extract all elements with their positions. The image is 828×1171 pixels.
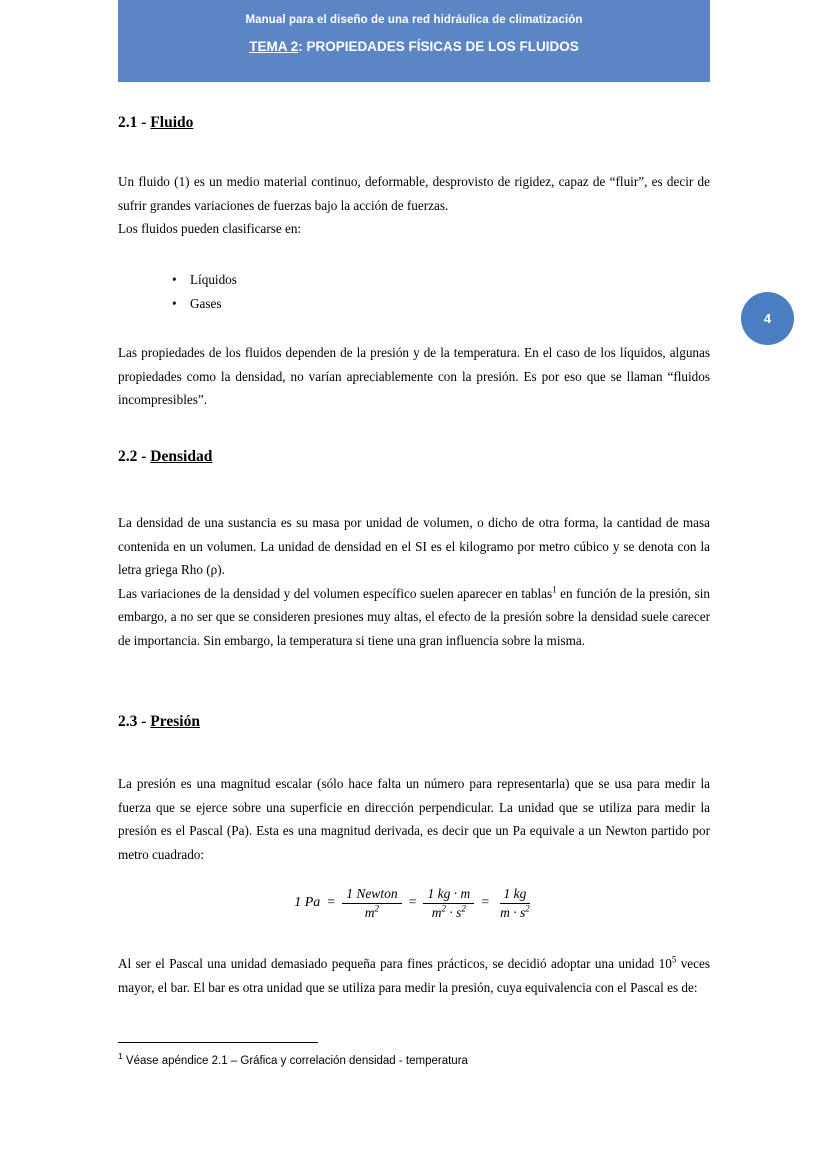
section-fluido xyxy=(118,113,710,133)
densidad-paragraph-2-a: Las variaciones de la densidad y del volumen específico suelen aparecer en tablas xyxy=(118,585,553,601)
fluido-paragraph-1-wrap xyxy=(118,170,710,241)
presion-paragraph-1: La presión es una magnitud escalar (sólo hace falta un número para representarla) que se usa para medir la fuerza que se ejerce sobre una superficie en dirección perpendicular. La unidad que se utiliza para medir la presión es el Pascal (Pa). Esta es una magnitud derivada, es decir que un Pa equivale a un Newton partido por metro cuadrado: xyxy=(118,776,710,862)
presion-paragraph-2-wrap xyxy=(118,952,710,999)
heading-presion-title: Presión xyxy=(150,713,200,730)
heading-fluido-number: 2.1 - xyxy=(118,114,151,131)
list-item: • Gases xyxy=(190,292,710,316)
footnote xyxy=(118,1053,710,1070)
presion-exponent: 5 xyxy=(671,954,677,965)
formula-f2-den-mid: · s xyxy=(446,904,462,920)
footnote-text: Véase apéndice 2.1 – Gráfica y correlación densidad - temperatura xyxy=(122,1055,468,1067)
heading-densidad-number: 2.2 - xyxy=(118,448,151,465)
densidad-paragraph-2-b: en función de la presión, sin embargo, a no ser que se consideren presiones muy altas, el efecto de la presión sobre la densidad suele carecer de importancia. Sin embargo, la temperatura si tiene una gran influencia sobre la misma. xyxy=(118,585,710,648)
densidad-paragraph-1: La densidad de una sustancia es su masa por unidad de volumen, o dicho de otra forma, la cantidad de masa contenida en un volumen. La unidad de densidad en el SI es el kilogramo por metro cúbico y se denota con la letra griega Rho (ρ). xyxy=(118,515,710,577)
heading-fluido xyxy=(118,113,710,133)
formula-f1-den-base: m xyxy=(364,904,375,920)
heading-densidad-title: Densidad xyxy=(150,448,213,465)
formula-equals-3: = xyxy=(481,895,490,911)
footnote-marker: 1 xyxy=(118,1051,123,1062)
section-densidad xyxy=(118,447,710,467)
formula-fraction-1-numerator: 1 Newton xyxy=(342,886,401,904)
densidad-paragraph-1-wrap xyxy=(118,511,710,652)
formula-equals-1: = xyxy=(327,895,336,911)
pascal-formula-row xyxy=(294,886,534,920)
header-tema-label: TEMA 2 xyxy=(249,39,299,54)
formula-f3-den-base: m · s xyxy=(500,904,526,920)
fluido-paragraph-2: Los fluidos pueden clasificarse en: xyxy=(118,221,302,236)
heading-presion xyxy=(118,712,710,732)
fluido-paragraph-3: Las propiedades de los fluidos dependen de la presión y de la temperatura. En el caso de los líquidos, algunas propiedades como la densidad, no varían apreciablemente con la presión. Es por eso que se llaman “fluidos incompresibles”. xyxy=(118,345,710,407)
formula-fraction-3-numerator: 1 kg xyxy=(500,886,531,904)
presion-paragraph-2-a: Al ser el Pascal una unidad demasiado pequeña para fines prácticos, se decidió adoptar una unidad 10 xyxy=(118,956,672,971)
heading-fluido-title: Fluido xyxy=(150,114,194,131)
fluido-bullet-list xyxy=(118,268,710,316)
formula-fraction-3 xyxy=(496,886,534,920)
densidad-paragraph-2 xyxy=(118,582,710,653)
header-tema-rest: : PROPIEDADES FÍSICAS DE LOS FLUIDOS xyxy=(298,39,579,54)
formula-fraction-3-denominator xyxy=(496,904,534,921)
formula-fraction-2-denominator xyxy=(428,904,470,921)
densidad-footnote-marker: 1 xyxy=(552,584,557,595)
formula-f1-den-sup: 2 xyxy=(374,903,379,914)
fluido-bullet-list-wrap xyxy=(118,268,710,316)
heading-densidad xyxy=(118,447,710,467)
fluido-paragraph-1: Un fluido (1) es un medio material continuo, deformable, desprovisto de rigidez, capaz de “fluir”, es decir de sufrir grandes variaciones de fuerzas bajo la acción de fuerzas. xyxy=(118,174,710,213)
presion-paragraph-2-b: veces mayor, el bar. El bar es otra unidad que se utiliza para medir la presión, cuya equivalencia con el Pascal es de: xyxy=(118,956,710,995)
formula-fraction-2 xyxy=(423,886,474,920)
presion-paragraph-2 xyxy=(118,952,710,999)
header-manual-title: Manual para el diseño de una red hidráulica de climatización xyxy=(245,14,583,26)
presion-paragraph-1-wrap xyxy=(118,772,710,866)
formula-lhs: 1 Pa xyxy=(294,895,321,911)
formula-f3-den-sup: 2 xyxy=(525,903,530,914)
formula-f2-den-2-sup: 2 xyxy=(461,903,466,914)
pascal-formula xyxy=(118,886,710,920)
page-number-badge: 4 xyxy=(741,292,794,345)
list-item: • Líquidos xyxy=(190,268,710,292)
section-presion xyxy=(118,712,710,732)
header-tema-title xyxy=(118,38,710,56)
document-header-banner xyxy=(118,0,710,82)
formula-fraction-1-denominator xyxy=(361,904,383,921)
footnote-divider xyxy=(118,1042,318,1043)
formula-fraction-2-numerator: 1 kg · m xyxy=(423,886,474,904)
formula-equals-2: = xyxy=(408,895,417,911)
formula-f2-den-1: m xyxy=(431,904,442,920)
presion-formula-wrap xyxy=(118,886,710,920)
heading-presion-number: 2.3 - xyxy=(118,713,151,730)
formula-fraction-1 xyxy=(342,886,401,920)
formula-f2-den-1-sup: 2 xyxy=(441,903,447,914)
fluido-paragraph-3-wrap xyxy=(118,341,710,412)
